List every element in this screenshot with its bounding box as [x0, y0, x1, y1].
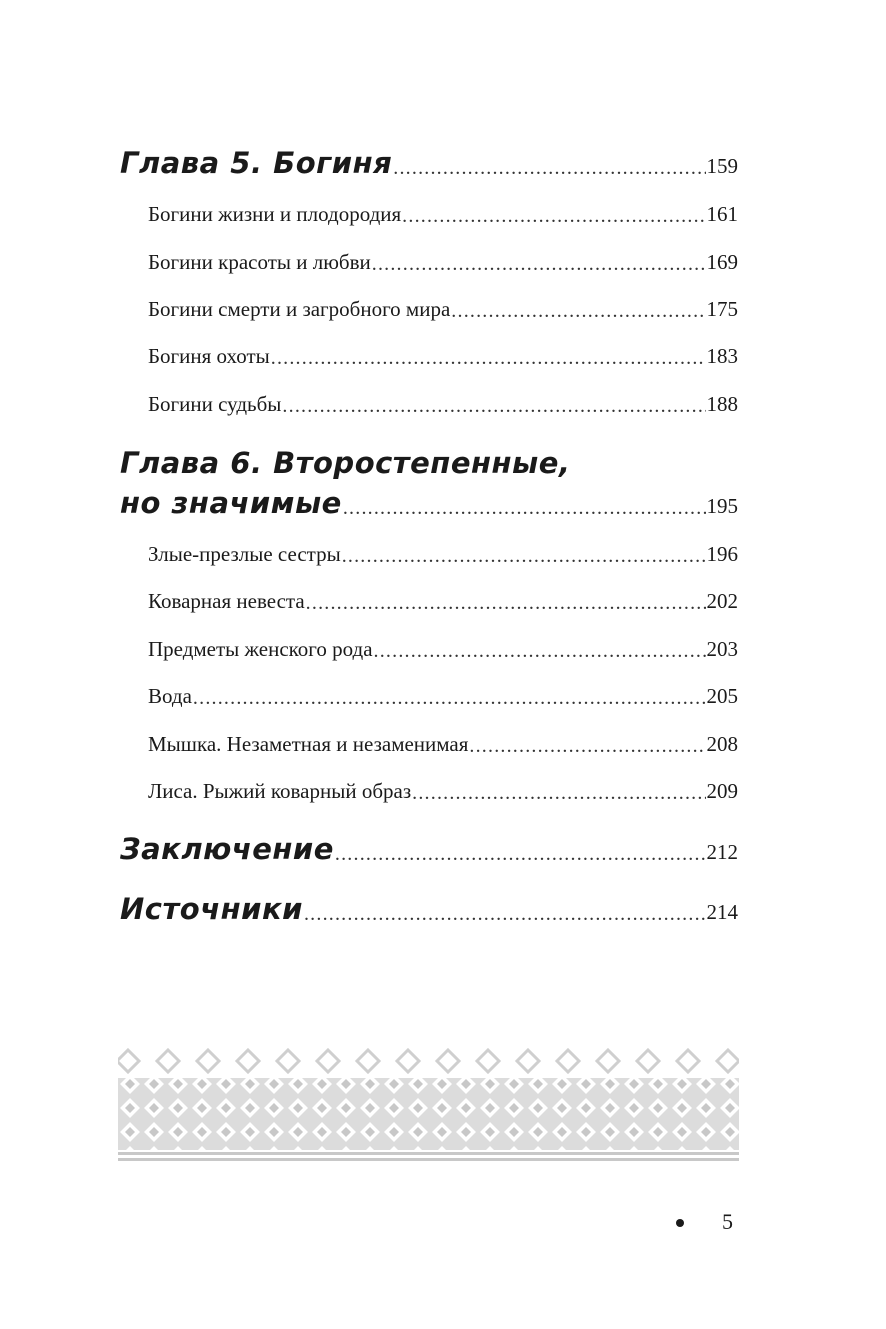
dot-leader [343, 497, 706, 515]
toc-entry-page: 159 [706, 154, 738, 178]
toc-entry-label: Вода [148, 684, 192, 708]
toc-entry-label: Богини жизни и плодородия [148, 202, 402, 226]
toc-entry-page: 196 [706, 542, 738, 566]
toc-entry-label: Злые-презлые сестры [148, 542, 341, 566]
toc-entry-chapter-5 [120, 146, 738, 180]
dot-leader [402, 205, 705, 223]
toc-entry-label: Коварная невеста [148, 589, 305, 613]
toc-entry-conclusion [120, 832, 738, 866]
toc-entry-label: но значимые [120, 486, 342, 520]
toc-entry-label: Богини судьбы [148, 392, 282, 416]
toc-entry-page: 209 [706, 779, 738, 803]
toc-chapter-6-title-line: Глава 6. Второстепенные, [120, 446, 571, 480]
toc-entry-page: 208 [706, 732, 738, 756]
dot-leader [304, 903, 706, 921]
lattice-band [118, 1078, 739, 1150]
toc-entry [148, 344, 738, 369]
toc-entry-label: Глава 5. Богиня [120, 146, 393, 180]
toc-entry-page: 212 [706, 840, 738, 864]
dot-leader [282, 395, 705, 413]
toc-entry-page: 202 [706, 589, 738, 613]
toc-entry-page: 188 [706, 392, 738, 416]
toc-entry [148, 684, 738, 709]
toc-entry [148, 297, 738, 322]
toc-entry [148, 779, 738, 804]
toc-entry-label: Богини смерти и загробного мира [148, 297, 451, 321]
dot-leader [372, 253, 706, 271]
toc-entry-label: Лиса. Рыжий коварный образ [148, 779, 412, 803]
ornament-rule [118, 1152, 739, 1155]
bullet-icon [676, 1219, 684, 1227]
toc-entry-label: Мышка. Незаметная и незаменимая [148, 732, 469, 756]
folk-ornament-band [118, 1048, 739, 1163]
toc-entry-label: Заключение [120, 832, 334, 866]
toc-entry-page: 195 [706, 494, 738, 518]
dot-leader [469, 735, 705, 753]
toc-entry-label: Источники [120, 892, 303, 926]
dot-leader [374, 640, 706, 658]
dot-leader [451, 300, 705, 318]
toc-entry [148, 542, 738, 567]
toc-entry-page: 214 [706, 900, 738, 924]
toc-entry [148, 589, 738, 614]
toc-entry [148, 202, 738, 227]
dot-leader [342, 545, 706, 563]
dot-leader [306, 592, 706, 610]
toc-entry-page: 169 [706, 250, 738, 274]
dot-leader [335, 843, 706, 861]
toc-entry [148, 250, 738, 275]
toc-entry-label: Богиня охоты [148, 344, 270, 368]
toc-entry-page: 175 [706, 297, 738, 321]
toc-entry [148, 732, 738, 757]
toc-entry-label: Предметы женского рода [148, 637, 373, 661]
toc-entry [148, 392, 738, 417]
page-number: 5 [722, 1209, 733, 1234]
dot-leader [193, 687, 706, 705]
dot-leader [271, 347, 706, 365]
top-diamond-row [118, 1048, 739, 1076]
toc-entry-label: Богини красоты и любви [148, 250, 371, 274]
toc-entry [148, 637, 738, 662]
toc-entry-page: 203 [706, 637, 738, 661]
toc-entry-page: 205 [706, 684, 738, 708]
ornament-rule [118, 1158, 739, 1161]
toc-entry-page: 161 [706, 202, 738, 226]
dot-leader [412, 782, 705, 800]
toc-entry-chapter-6 [120, 486, 738, 520]
toc-entry-sources [120, 892, 738, 926]
toc-entry-page: 183 [706, 344, 738, 368]
dot-leader [393, 157, 705, 175]
